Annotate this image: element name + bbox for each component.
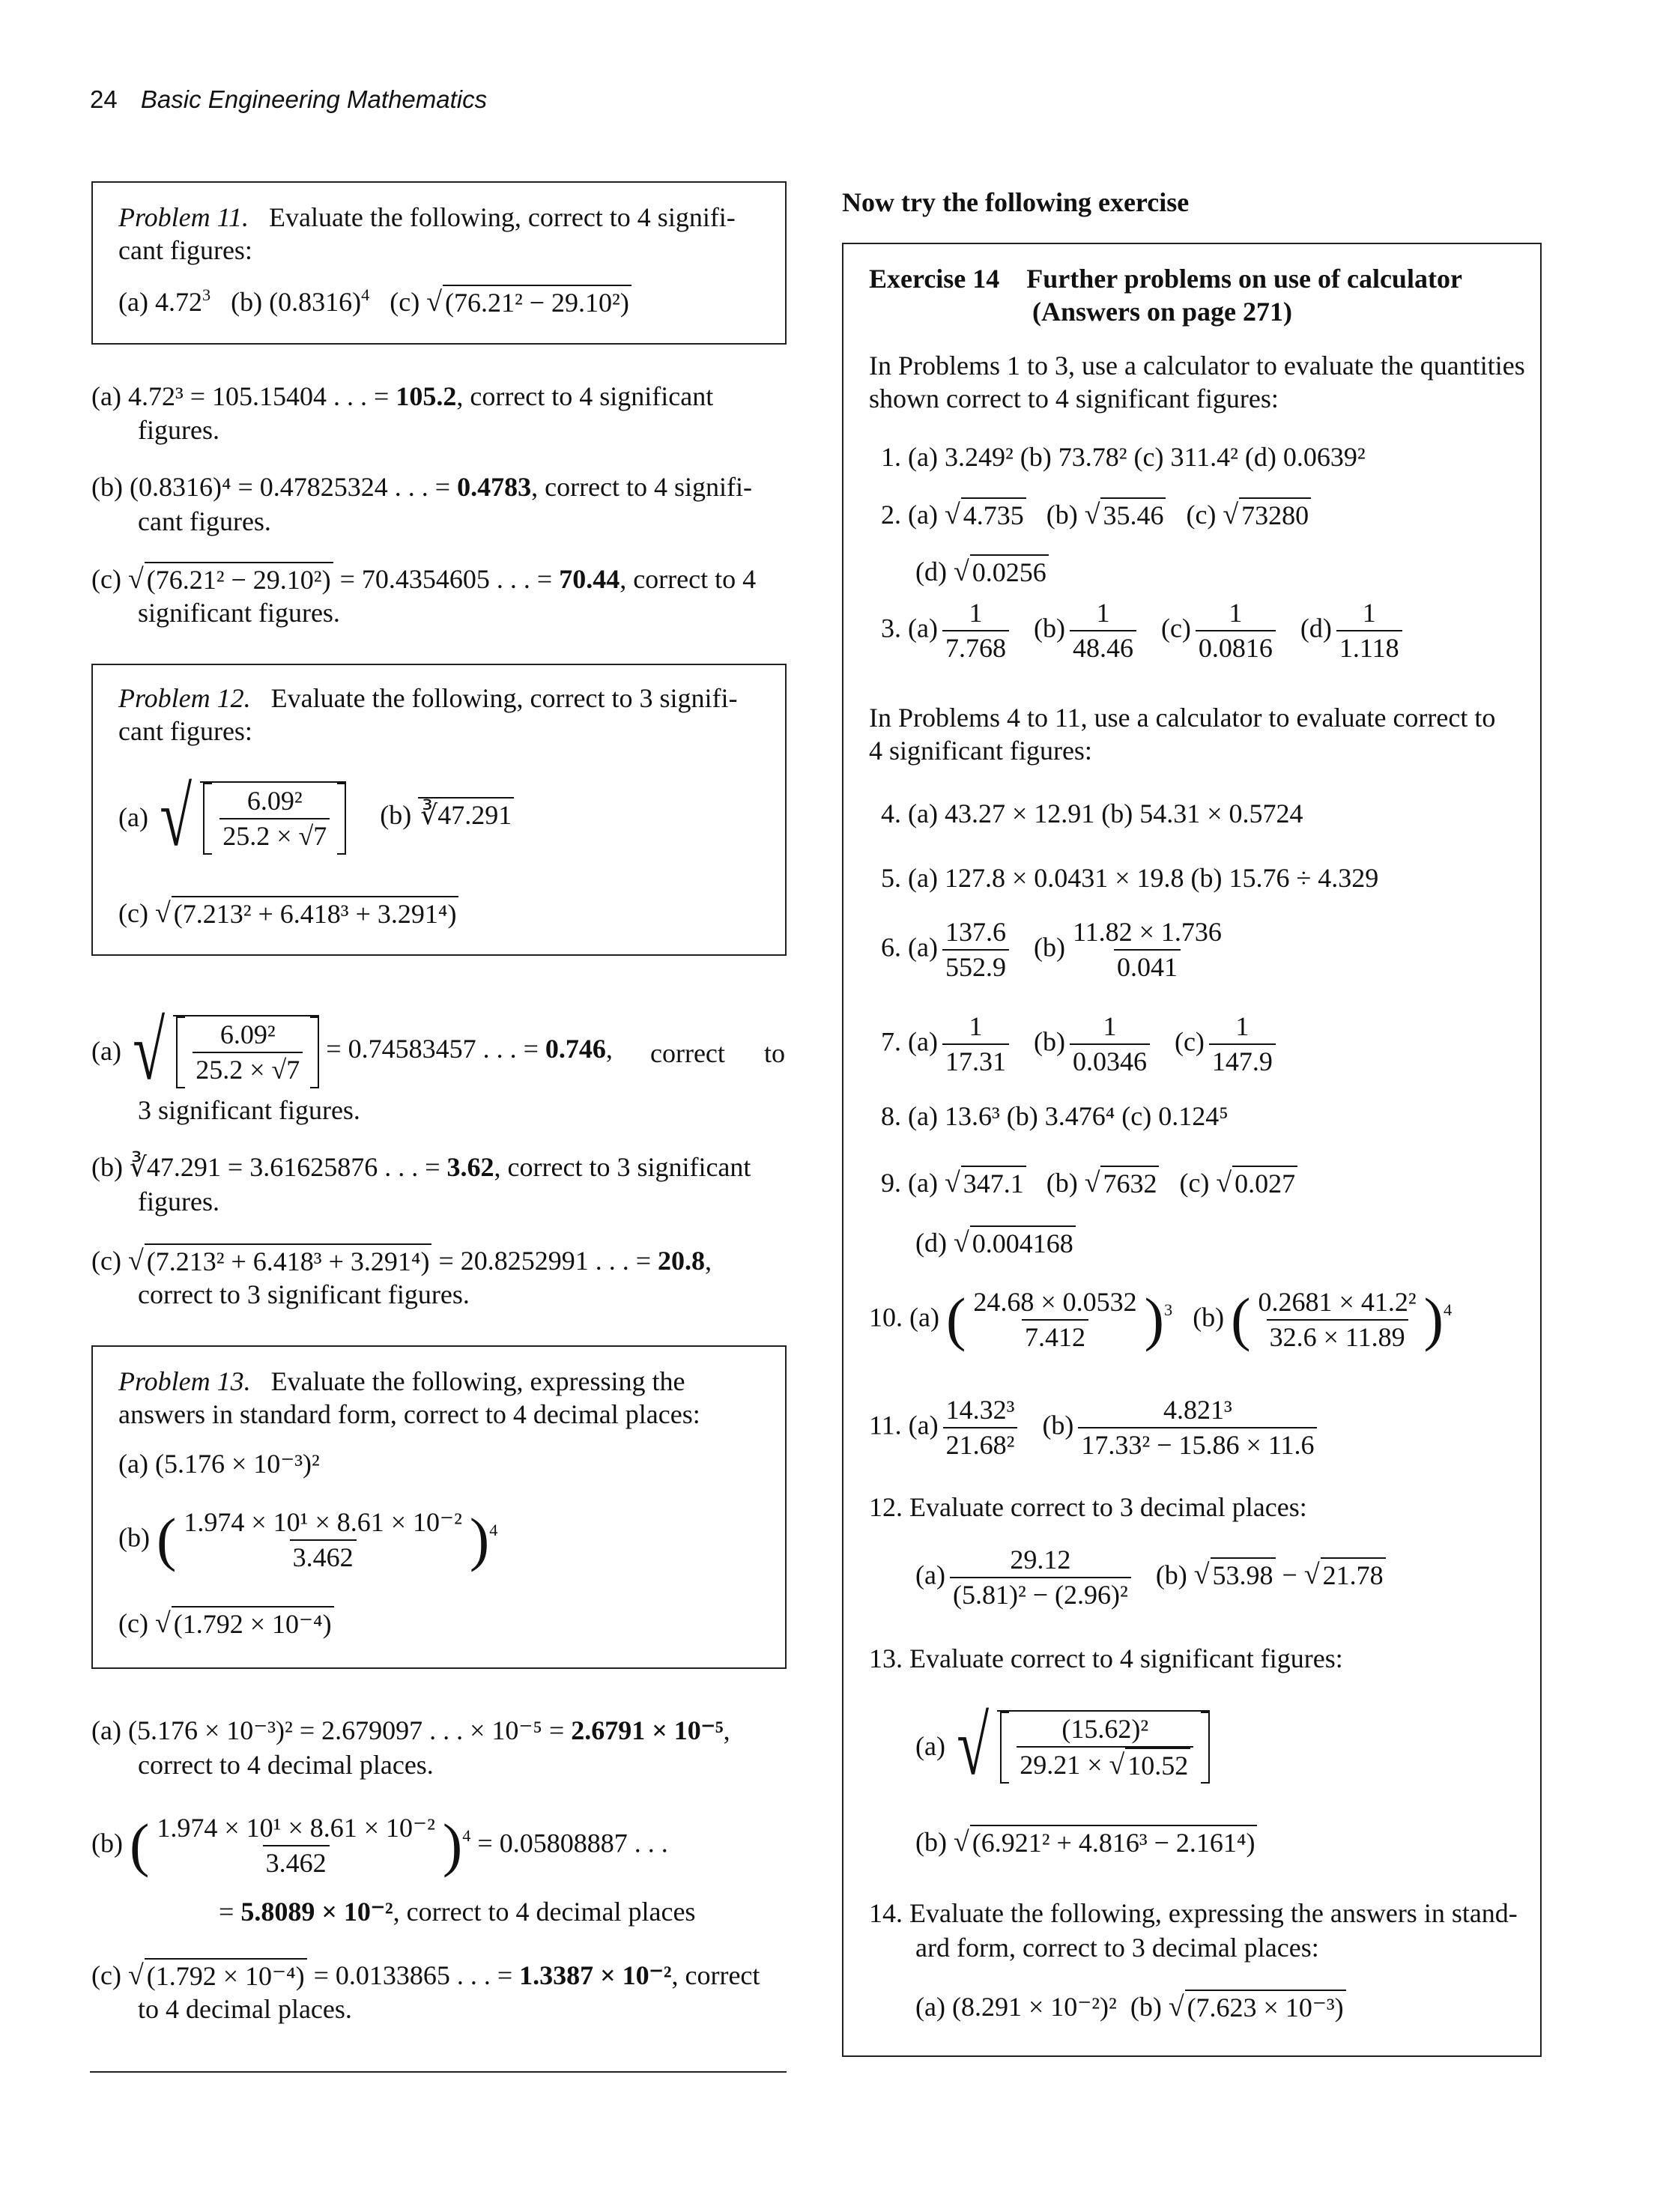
question-12-parts: (a) $\frac{29.12}{\text{(5.81)² − (2.96)²}}$ (b) √ 53.98 − √ 21.78 xyxy=(915,1543,1386,1612)
question-5: 5. (a) 127.8 × 0.0431 × 19.8 (b) 15.76 ÷ 4.329 xyxy=(881,863,1379,893)
problem-11-statement: Problem 11. Evaluate the following, correct to 4 signifi- xyxy=(118,202,736,232)
problem-11-parts: (a) 4.72$^3$ (b) $(0.8316)^4$ (c) √ (76.21² − 29.10²) xyxy=(118,285,631,320)
question-12: 12. Evaluate correct to 3 decimal places: xyxy=(869,1492,1307,1522)
problem-13-part-a: (a) (5.176 × 10⁻³)² xyxy=(118,1449,320,1479)
problem-13-solution-a: (a) (5.176 × 10⁻³)² = 2.679097 . . . × 10⁻⁵ = 2.6791 × 10⁻⁵, xyxy=(91,1715,730,1745)
question-1: 1. (a) 3.249² (b) 73.78² (c) 311.4² (d) 0.0639² xyxy=(881,442,1366,472)
question-3: 3. (a) $\frac{1}{7.768}$ (b) $\frac{1}{48.46}$ (c) $\frac{1}{0.0816}$ (d) $\frac{1}{1.118}$ xyxy=(881,596,1407,665)
exercise-14-title: Exercise 14 Further problems on use of calculator xyxy=(869,264,1462,294)
question-2-d: (d) √ 0.0256 xyxy=(915,554,1049,590)
problem-12-solution-a-word: correct xyxy=(650,1038,725,1068)
question-9: 9. (a) √ 347.1 (b) √ 7632 (c) √ 0.027 xyxy=(881,1166,1297,1201)
problem-13-solution-c-cont: to 4 decimal places. xyxy=(138,1994,352,2024)
problem-12-solution-a: (a) √ $\frac{\text{6.09²}}{25.2 \times √7}$ = 0.74583457 . . . = 0.746, xyxy=(91,1005,613,1097)
problem-12-part-c: (c) √ (7.213² + 6.418³ + 3.291⁴) xyxy=(118,896,458,931)
question-6: 6. (a) $\frac{137.6}{552.9}$ (b) $\frac{11.82 \times 1.736}{0.041}$ xyxy=(881,915,1229,984)
exercise-intro-1-cont: shown correct to 4 significant figures: xyxy=(869,384,1279,413)
problem-12-part-a: (a) √ $\frac{\text{6.09²}}{25.2 \times √7}$ (b) ∛47.291 xyxy=(118,776,514,860)
problem-12-solution-b-cont: figures. xyxy=(138,1187,219,1216)
question-11: 11. (a) $\frac{\text{14.32³}}{\text{21.68²}}$ (b) $\frac{\text{4.821³}}{\text{17.33² − 15.86 × 11.6}}$ xyxy=(869,1393,1321,1462)
question-8: 8. (a) 13.6³ (b) 3.476⁴ (c) 0.124⁵ xyxy=(881,1101,1229,1131)
problem-12-solution-b: (b) ∛47.291 = 3.61625876 . . . = 3.62, correct to 3 significant xyxy=(91,1152,751,1182)
question-4: 4. (a) 43.27 × 12.91 (b) 54.31 × 0.5724 xyxy=(881,799,1303,828)
problem-11-solution-b-cont: cant figures. xyxy=(138,506,271,536)
question-2: 2. (a) √ 4.735 (b) √ 35.46 (c) √ 73280 xyxy=(881,497,1311,533)
question-10: 10. (a) ( $\frac{24.68 \times 0.0532}{7.412}$ )$^3$ (b) ( $\frac{\text{0.2681 × 41.2²}}{32.6 \times 11.89}$ )$^4$ xyxy=(869,1285,1452,1354)
exercise-intro-2: In Problems 4 to 11, use a calculator to evaluate correct to xyxy=(869,703,1496,733)
problem-12-solution-c-cont: correct to 3 significant figures. xyxy=(138,1279,470,1309)
exercise-intro-2-cont: 4 significant figures: xyxy=(869,736,1092,766)
question-13-part-b: (b) √ (6.921² + 4.816³ − 2.161⁴) xyxy=(915,1825,1257,1860)
question-7: 7. (a) $\frac{1}{17.31}$ (b) $\frac{1}{0.0346}$ (c) $\frac{1}{147.9}$ xyxy=(881,1010,1280,1079)
problem-13-solution-a-cont: correct to 4 decimal places. xyxy=(138,1750,434,1780)
problem-12-solution-a-to: to xyxy=(764,1038,786,1068)
problem-13-part-b: (b) ( $\frac{\text{1.974 × 10¹ × 8.61 × 10⁻²}}{3.462}$ )$^4$ xyxy=(118,1506,497,1575)
problem-13-solution-c: (c) √ (1.792 × 10⁻⁴) = 0.0133865 . . . = 1.3387 × 10⁻², correct xyxy=(91,1958,760,1993)
bottom-rule xyxy=(90,2071,787,2073)
exercise-14-answers: (Answers on page 271) xyxy=(1032,297,1292,327)
problem-13-solution-b-result: = 5.8089 × 10⁻², correct to 4 decimal places xyxy=(219,1897,696,1927)
problem-11-solution-a: (a) 4.72³ = 105.15404 . . . = 105.2, correct to 4 significant xyxy=(91,381,714,411)
problem-13-part-c: (c) √ (1.792 × 10⁻⁴) xyxy=(118,1606,334,1641)
problem-13-statement-cont: answers in standard form, correct to 4 decimal places: xyxy=(118,1399,700,1429)
question-13: 13. Evaluate correct to 4 significant figures: xyxy=(869,1643,1343,1673)
question-14-parts: (a) (8.291 × 10⁻²)² (b) √ (7.623 × 10⁻³) xyxy=(915,1990,1346,2025)
problem-11-solution-b: (b) (0.8316)⁴ = 0.47825324 . . . = 0.4783, correct to 4 signifi- xyxy=(91,472,753,502)
problem-11-statement-cont: cant figures: xyxy=(118,235,252,265)
try-exercise-heading: Now try the following exercise xyxy=(842,187,1190,217)
problem-12-statement: Problem 12. Evaluate the following, correct to 3 signifi- xyxy=(118,683,738,713)
problem-12-statement-cont: cant figures: xyxy=(118,716,252,746)
exercise-intro-1: In Problems 1 to 3, use a calculator to evaluate the quantities xyxy=(869,351,1525,381)
problem-11-solution-c: (c) √ (76.21² − 29.10²) = 70.4354605 . . . = 70.44, correct to 4 xyxy=(91,562,756,597)
page-number: 24 xyxy=(90,85,118,113)
problem-11-solution-a-cont: figures. xyxy=(138,415,219,445)
question-14-cont: ard form, correct to 3 decimal places: xyxy=(915,1933,1319,1963)
problem-12-solution-c: (c) √ (7.213² + 6.418³ + 3.291⁴) = 20.8252991 . . . = 20.8, xyxy=(91,1243,712,1279)
question-9-d: (d) √ 0.004168 xyxy=(915,1225,1076,1261)
problem-11-solution-c-cont: significant figures. xyxy=(138,598,340,628)
problem-13-statement: Problem 13. Evaluate the following, expressing the xyxy=(118,1366,685,1396)
problem-13-solution-b: (b) ( $\frac{\text{1.974 × 10¹ × 8.61 × 10⁻²}}{3.462}$ )$^4$ = 0.05808887 . . . xyxy=(91,1811,668,1880)
question-13-part-a: (a) √ (15.62)² 29.21 × √ 10.52 xyxy=(915,1705,1210,1789)
page-header xyxy=(90,84,487,115)
book-title: Basic Engineering Mathematics xyxy=(140,85,488,113)
question-14: 14. Evaluate the following, expressing the answers in stand- xyxy=(869,1898,1518,1928)
problem-12-solution-a-cont: 3 significant figures. xyxy=(138,1095,360,1125)
